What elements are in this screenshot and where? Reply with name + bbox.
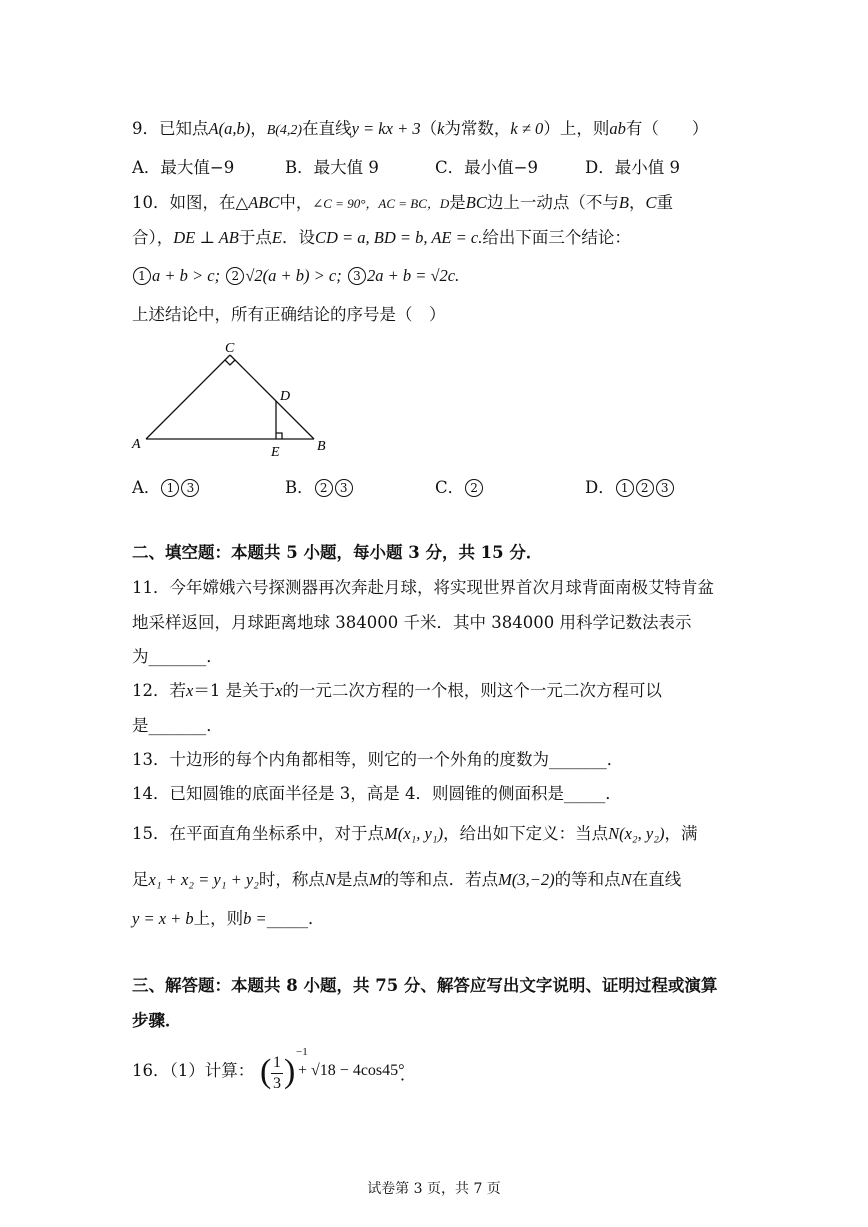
q15-line3: y = x + b上，则b =_____． bbox=[132, 909, 325, 928]
segment-ac bbox=[146, 355, 230, 439]
q12-line1: 12．若x＝1 是关于x的一元二次方程的一个根，则这个一元二次方程可以 bbox=[132, 681, 662, 700]
triangle-figure bbox=[125, 338, 345, 468]
page-footer: 试卷第 3 页，共 7 页 bbox=[367, 1181, 501, 1197]
paren-right: ) bbox=[284, 1053, 296, 1090]
conclusion-2: √2(a + b) > c; bbox=[245, 266, 342, 285]
point-a: A(a,b) bbox=[208, 119, 251, 138]
q10-option-a: A． 1 3 bbox=[132, 477, 200, 499]
paren-left: ( bbox=[260, 1053, 272, 1090]
q9-option-c: C．最小值−9 bbox=[435, 158, 538, 177]
section-2-heading: 二、填空题：本题共 5 小题，每小题 3 分，共 15 分． bbox=[132, 543, 543, 562]
circled-number: 1 bbox=[616, 479, 634, 497]
circled-number: 3 bbox=[335, 479, 353, 497]
circled-number: 2 bbox=[315, 479, 333, 497]
label-d: D bbox=[280, 389, 291, 404]
q10-line1: 10．如图，在△ABC中，∠C = 90°，AC = BC，D是BC边上一动点（不与B，C重 bbox=[132, 193, 673, 212]
circled-number: 3 bbox=[656, 479, 674, 497]
conclusion-1: a + b > c; bbox=[152, 266, 221, 285]
q10-option-c: C． 2 bbox=[435, 477, 484, 499]
q9-option-d: D．最小值 9 bbox=[585, 158, 680, 177]
circled-number: 2 bbox=[465, 479, 483, 497]
q9-option-a: A．最大值−9 bbox=[132, 158, 235, 177]
segment-cb bbox=[230, 355, 314, 439]
q11-line3: 为_______． bbox=[132, 647, 223, 666]
q15-line1: 15．在平面直角坐标系中，对于点M(x₁, y₁)，给出如下定义：当点N(x₂, y₂)，满 bbox=[132, 824, 698, 843]
q14: 14．已知圆锥的底面半径是 3，高是 4．则圆锥的侧面积是_____． bbox=[132, 784, 622, 803]
q10-option-d: D． 1 2 3 bbox=[585, 477, 675, 499]
fraction-bar bbox=[271, 1073, 283, 1074]
circled-number: 1 bbox=[161, 479, 179, 497]
line-equation: y = kx + 3 bbox=[351, 119, 421, 138]
q10-conclusions bbox=[132, 265, 459, 287]
q10-option-b: B． 2 3 bbox=[285, 477, 354, 499]
label-b: B bbox=[317, 439, 326, 454]
circled-number-2: 2 bbox=[226, 267, 244, 285]
circled-number-1: 1 bbox=[133, 267, 151, 285]
label-c: C bbox=[225, 341, 235, 356]
q9-stem: 9．已知点A(a,b)，B(4,2)在直线y = kx + 3（k为常数，k ≠ 0）上，则ab有（ ） bbox=[132, 119, 709, 138]
circled-number: 3 bbox=[181, 479, 199, 497]
circled-number-3: 3 bbox=[348, 267, 366, 285]
q9-option-b: B．最大值 9 bbox=[285, 158, 379, 177]
q15-line2: 足x₁ + x₂ = y₁ + y₂时，称点N是点M的等和点．若点M(3,−2)的等和点N在直线 bbox=[132, 870, 682, 889]
right-angle-mark-e bbox=[276, 433, 282, 439]
q12-line2: 是_______． bbox=[132, 716, 223, 735]
circled-number: 2 bbox=[636, 479, 654, 497]
label-e: E bbox=[271, 445, 280, 460]
q11-line2: 地采样返回，月球距离地球 384000 千米．其中 384000 用科学记数法表示 bbox=[132, 613, 692, 632]
point-b: B(4,2) bbox=[266, 123, 303, 138]
q16-line1: 16．（1）计算： bbox=[132, 1061, 255, 1080]
q11-line1: 11．今年嫦娥六号探测器再次奔赴月球，将实现世界首次月球背面南极艾特肯盆 bbox=[132, 578, 714, 597]
q13: 13．十边形的每个内角都相等，则它的一个外角的度数为_______． bbox=[132, 750, 624, 769]
q10-line2: 合），DE ⊥ AB于点E．设CD = a, BD = b, AE = c.给出下面三个结论： bbox=[132, 228, 631, 247]
section-3-heading-line2: 步骤． bbox=[132, 1011, 182, 1030]
right-angle-mark-c bbox=[225, 360, 235, 365]
section-3-heading-line1: 三、解答题：本题共 8 小题，共 75 分、解答应写出文字说明、证明过程或演算 bbox=[132, 976, 718, 995]
q10-prompt: 上述结论中，所有正确结论的序号是（ ） bbox=[132, 305, 446, 324]
label-a: A bbox=[132, 437, 141, 452]
conclusion-3: 2a + b = √2c. bbox=[366, 266, 460, 285]
